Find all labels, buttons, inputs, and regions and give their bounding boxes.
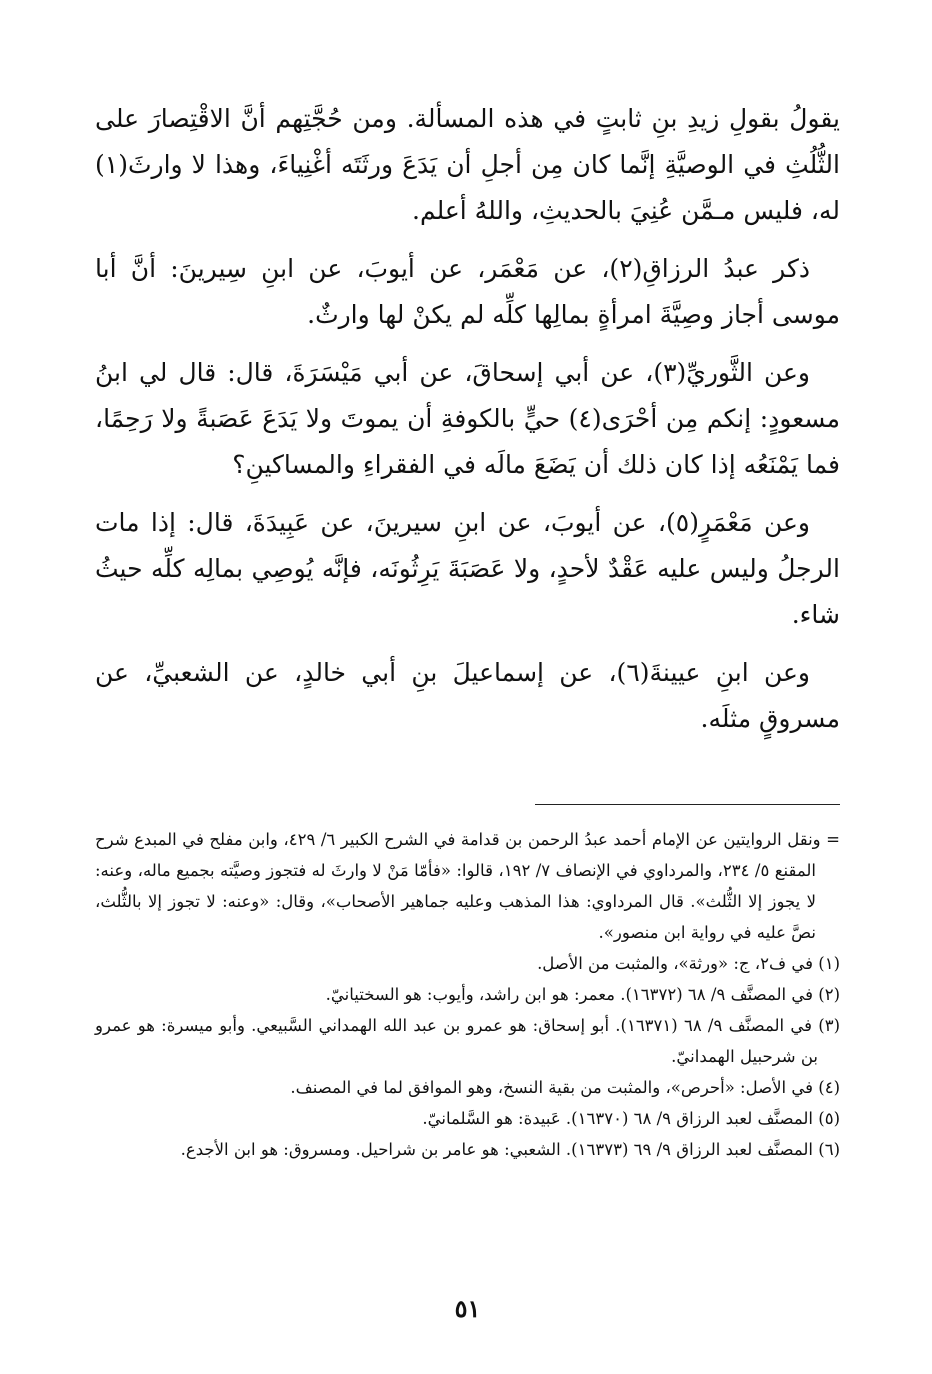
paragraph-1: يقولُ بقولِ زيدِ بنِ ثابتٍ في هذه المسألة. ومن حُجَّتِهم أنَّ الاقْتِصارَ على الثُّلُثِ في الوصيَّةِ إنَّما كان مِن أجلِ أن يَدَعَ ورثَتَه أغْنِياءَ، وهذا لا وارثَ(١) له، فليس مـمَّن عُنِيَ بالحديثِ، واللهُ أعلم. bbox=[95, 104, 840, 225]
footnote-2: (٢) في المصنَّف ٩/ ٦٨ (١٦٣٧٢). معمر: هو ابن راشد، وأيوب: هو السختيانيّ. bbox=[325, 985, 840, 1004]
page-number: ٥١ bbox=[454, 1294, 481, 1323]
footnote-4: (٤) في الأصل: «أحرص»، والمثبت من بقية النسخ، وهو الموافق لما في المصنف. bbox=[290, 1078, 840, 1097]
footnote-continuation: = ونقل الروايتين عن الإمام أحمد عبدُ الرحمن بن قدامة في الشرح الكبير ٦/ ٤٢٩، وابن مفلح في المبدع شرح المقنع ٥/ ٢٣٤، والمرداوي في الإنصاف ٧/ ١٩٢، قالوا: «فأمّا مَنْ لا وارثَ له فتجوز وصيَّته بجميع ماله، وعنه: لا يجوز إلا الثُّلث». قال المرداوي: هذا المذهب وعليه جماهير الأصحاب»، وقال: «وعنه: لا تجوز إلا بالثُّلث، نصَّ عليه في رواية ابن منصور». bbox=[95, 830, 840, 942]
footnote-6: (٦) المصنَّف لعبد الرزاق ٩/ ٦٩ (١٦٣٧٣). الشعبي: هو عامر بن شراحيل. ومسروق: هو ابن الأجدع. bbox=[180, 1140, 840, 1159]
paragraph-3: وعن الثَّوريِّ(٣)، عن أبي إسحاقَ، عن أبي مَيْسَرَةَ، قال: قال لي ابنُ مسعودٍ: إنكم مِن أحْرَى(٤) حيٍّ بالكوفةِ أن يموتَ ولا يَدَعَ عَصَبةً ولا رَحِمًا، فما يَمْنَعُه إذا كان ذلك أن يَضَعَ مالَه في الفقراءِ والمساكينِ؟ bbox=[95, 358, 840, 479]
footnotes bbox=[95, 824, 840, 1165]
main-text bbox=[95, 96, 840, 742]
footnote-5: (٥) المصنَّف لعبد الرزاق ٩/ ٦٨ (١٦٣٧٠). عَبيدة: هو السَّلمانيّ. bbox=[422, 1109, 840, 1128]
paragraph-2: ذكر عبدُ الرزاقِ(٢)، عن مَعْمَر، عن أيوبَ، عن ابنِ سِيرينَ: أنَّ أبا موسى أجاز وصِيَّةَ امرأةٍ بمالِها كلِّه لم يكنْ لها وارثٌ. bbox=[95, 254, 840, 329]
paragraph-5: وعن ابنِ عيينةَ(٦)، عن إسماعيلَ بنِ أبي خالدٍ، عن الشعبيِّ، عن مسروقٍ مثلَه. bbox=[95, 658, 840, 733]
book-page bbox=[95, 96, 840, 1346]
paragraph-4: وعن مَعْمَرٍ(٥)، عن أيوبَ، عن ابنِ سيرينَ، عن عَبِيدَةَ، قال: إذا مات الرجلُ وليس عليه عَقْدٌ لأحدٍ، ولا عَصَبَةَ يَرِثُونَه، فإنَّه يُوصِي بمالِه كلِّه حيثُ شاء. bbox=[95, 508, 840, 629]
footnote-3: (٣) في المصنَّف ٩/ ٦٨ (١٦٣٧١). أبو إسحاق: هو عمرو بن عبد الله الهمداني السَّبيعي. وأبو ميسرة: هو عمرو بن شرحبيل الهمدانيّ. bbox=[95, 1016, 840, 1066]
footnote-separator bbox=[535, 804, 840, 805]
footnote-1: (١) في ف٢، ج: «ورثة»، والمثبت من الأصل. bbox=[537, 954, 840, 973]
